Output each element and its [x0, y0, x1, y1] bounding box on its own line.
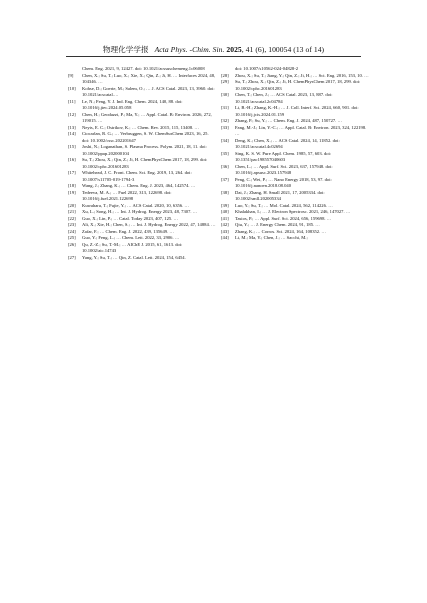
reference-number: [17] — [68, 170, 76, 175]
running-head — [0, 44, 427, 55]
reference-number: [16] — [68, 157, 76, 162]
reference-number: [42] — [221, 222, 229, 227]
reference-entry — [221, 190, 369, 203]
reference-text: Yang, Y.; Su, T.; … Qin, Z. Catal. Lett. 2024, 154, 6454. — [82, 254, 186, 260]
reference-number: [24] — [68, 228, 76, 234]
reference-text: Joshi, N.; Loganathan, S. Plasma Process. Polym. 2021, 18, 11. doi: 10.1002/ppap.202000104 — [82, 144, 207, 156]
reference-text: Sing, K. S. W. Pure Appl. Chem. 1985, 57, 603. doi: 10.1351/pac198557040603 — [235, 150, 332, 162]
reference-number: [12] — [68, 111, 76, 117]
reference-text: Peng, C.; Wei, P.; … Nano Energy 2018, 53, 97. doi: 10.1016/j.nanoen.2018.08.040 — [235, 176, 332, 188]
reference-entry — [68, 73, 216, 86]
reference-text: Su, T.; Zhou, X.; Qin, Z.; Ji, H. ChemPhysChem 2017, 18, 299. doi: 10.1002/cphc.201601283 — [82, 157, 208, 169]
reference-text: Tedeeva, M. A.; … Fuel 2022, 313, 122698. doi: 10.1016/j.fuel.2021.122698 — [82, 189, 172, 201]
reference-number: [29] — [221, 79, 229, 84]
reference-text: Deng, K.; Chen, X.; … ACS Catal. 2024, 14, 11852. doi: 10.1021/acscatal.4c02694 — [235, 137, 340, 149]
reference-number: [28] — [221, 72, 229, 78]
reference-number: [25] — [68, 235, 76, 240]
reference-entry — [221, 125, 369, 138]
reference-number: [44] — [221, 235, 229, 240]
reference-number: [33] — [221, 124, 229, 130]
journal-title-en: Acta Phys. -Chim. Sin. — [154, 45, 225, 54]
reference-entry — [68, 190, 216, 203]
reference-number: [9] — [68, 72, 74, 78]
reference-number: [19] — [68, 189, 76, 195]
reference-entry — [221, 177, 369, 190]
reference-text: Guo, X.; Lin, P.; … Catal. Today 2023, 407, 125. … — [82, 215, 179, 221]
reference-entry — [221, 164, 369, 177]
journal-title-cn: 物理化学学报 — [102, 45, 149, 54]
reference-number: [11] — [68, 98, 76, 104]
reference-number: [36] — [221, 163, 229, 169]
reference-entry — [221, 92, 369, 105]
reference-entry — [221, 105, 369, 118]
reference-text: Chen, L.; … Appl. Surf. Sci. 2023, 637, 157948. doi: 10.1016/j.apsusc.2023.157948 — [235, 163, 333, 175]
references-left-column — [68, 66, 216, 261]
reference-text: Chen, H.; Geodazzi, P.; Ma, Y.; … Appl. Catal. B: Environ. 2026, 272, 119015. … — [82, 111, 212, 123]
reference-text: Wang, J.; Zhang, K.; … Chem. Eng. J. 2023, 464, 142574. … — [82, 183, 196, 188]
reference-entry — [221, 138, 369, 151]
reference-text: Li, B.-H.; Zhang, K.-H.; … J. Coll. Interf. Sci. 2024, 660, 901. doi: 10.1016/j.jcis.2024.01.159 — [235, 105, 359, 117]
reference-text: Khalakhan, I.; … J. Electron Spectrosc. 2021, 246, 147027. … — [235, 209, 351, 214]
reference-entry — [68, 131, 216, 144]
reference-text: Xu, L.; Song, H.; … Int. J. Hydrog. Energy 2023, 48, 7307. … — [82, 209, 198, 214]
reference-entry — [68, 242, 216, 255]
reference-number: [20] — [68, 202, 76, 208]
reference-text: Neyts, E. C.; Ostrikov, K.; … Chem. Rev. 2015, 115, 13408. … — [82, 124, 200, 130]
reference-number: [30] — [221, 92, 229, 97]
reference-number: [37] — [221, 176, 229, 182]
references-right-column — [221, 66, 369, 242]
reference-text: Fang, M.-J.; Lin, Y.-C.; … Appl. Catal. B: Environ. 2023, 324, 122198. … — [235, 124, 367, 136]
reference-text: Ali, X.; Xie, H.; Chen, S.; … Int. J. Hydrog. Energy 2022, 47, 14884. … — [82, 222, 216, 227]
reference-number: [38] — [221, 189, 229, 195]
reference-text: Li, M.; Ma, Y.; Chen, J.; … Sacchi, M.; — [235, 235, 308, 240]
reference-text: Ciocarlan, R. G.; … Verbruggen, S. W. ChemSusChem 2023, 16, 25. doi: 10.1002/cssc.202201647 — [82, 131, 209, 143]
reference-text: Le, N.; Feng, Y. J. Ind. Eng. Chem. 2024, 140, 88. doi: 10.1016/j.jiec.2024.05.058 — [82, 98, 183, 110]
reference-text: Zhang, P.; Su, Y.; … Chem. Eng. J. 2024, 487, 150727. … — [235, 118, 343, 123]
reference-entry — [68, 170, 216, 183]
reference-number: [15] — [68, 144, 76, 149]
reference-number: [31] — [221, 105, 229, 110]
reference-text: Whitehead, J. C. Front. Chem. Sci. Eng. 2019, 13, 264. doi: 10.1007/s11705-019-1794-3 — [82, 170, 192, 182]
reference-number: [13] — [68, 124, 76, 130]
header-rule — [66, 56, 361, 57]
reference-text: Chen, T.; Chen, J.; … ACS Catal. 2023, 13, 887. doi: 10.1021/acscatal.2c04784 — [235, 92, 333, 104]
reference-entry — [68, 144, 216, 157]
reference-number: [10] — [68, 85, 76, 91]
reference-number: [22] — [68, 215, 76, 221]
reference-entry — [221, 235, 369, 242]
reference-number: [35] — [221, 150, 229, 156]
reference-text: Tasios, P.; … Appl. Surf. Sci. 2024, 656, 159698. … — [235, 215, 332, 221]
reference-entry — [68, 255, 216, 262]
reference-number: [21] — [68, 209, 76, 214]
reference-text: Zhang, K.; … Corros. Sci. 2024, 164, 108352. … — [235, 228, 326, 234]
reference-number: [39] — [221, 202, 229, 208]
page-info: (13 of 14) — [291, 45, 325, 54]
reference-text: Qu, Z.-Z.; Su, T.-M.; … AIChE J. 2015, 61, 1613. doi: 10.1002/aic.14743 — [82, 241, 183, 253]
reference-entry — [68, 112, 216, 125]
reference-text: Kuwahara, T.; Fujie, Y.; … ACS Catal. 2020, 10, 6356. … — [82, 202, 190, 208]
reference-entry — [68, 157, 216, 170]
reference-entry — [68, 99, 216, 112]
reference-number: [26] — [68, 241, 76, 247]
reference-text: Dai, J.; Zhang, H. Small 2021, 17, 2005334. doi: 10.1002/smll.202005334 — [235, 189, 325, 201]
reference-number: [34] — [221, 137, 229, 143]
reference-entry — [221, 151, 369, 164]
reference-text: Kohse, D.; Goerie, M.; Salem, O.; … J. ACS Catal. 2023, 13, 3960. doi: 10.1021/acscatal.… — [82, 85, 215, 97]
reference-entry — [221, 79, 369, 92]
reference-text: Chen, X.; Su, T.; Luo, X.; Xie, X.; Qin, Z.; Ji, H. … Interfaces 2024, 48, 104346. … — [82, 72, 216, 84]
reference-text: Zafar, F.; … Chem. Eng. J. 2022, 439, 135649. … — [82, 228, 174, 234]
reference-number: [40] — [221, 209, 229, 214]
reference-number: [27] — [68, 254, 76, 260]
reference-number: [32] — [221, 118, 229, 123]
reference-text: Guo, Y.; Feng, L.; … Chem. Lett. 2022, 33, 2906. … — [82, 235, 180, 240]
reference-text: Su, T.; Zhou, X.; Qin, Z.; Ji, H. ChemPhysChem 2017, 18, 299. doi: 10.1002/cphc.201601283 — [235, 79, 361, 91]
reference-number: [14] — [68, 131, 76, 136]
reference-number: [18] — [68, 183, 76, 188]
reference-text: Qiu, Y.; … J. Energy Chem. 2024, 91, 185. … — [235, 222, 320, 227]
reference-text: doi: 10.1007/s10562-024-04828-2 — [235, 66, 299, 71]
reference-text: Chem. Eng. 2021, 9, 12427. doi: 10.1021/acssuschemeng.1c06008 — [82, 66, 205, 71]
reference-number: [43] — [221, 228, 229, 234]
reference-text: Luo, Y.; Su, T.; … Mol. Catal. 2024, 562, 114226. … — [235, 202, 333, 208]
journal-issue: , 41 (6), 100054 — [241, 45, 292, 54]
reference-number: [23] — [68, 222, 76, 227]
reference-entry — [68, 86, 216, 99]
reference-number: [41] — [221, 215, 229, 221]
journal-year: 2025 — [226, 45, 242, 54]
reference-text: Zhou, X.; Su, T.; Jiang, Y.; Qin, Z.; Ji, H.; … Sci. Eng. 2016, 153, 10. … — [235, 72, 369, 78]
